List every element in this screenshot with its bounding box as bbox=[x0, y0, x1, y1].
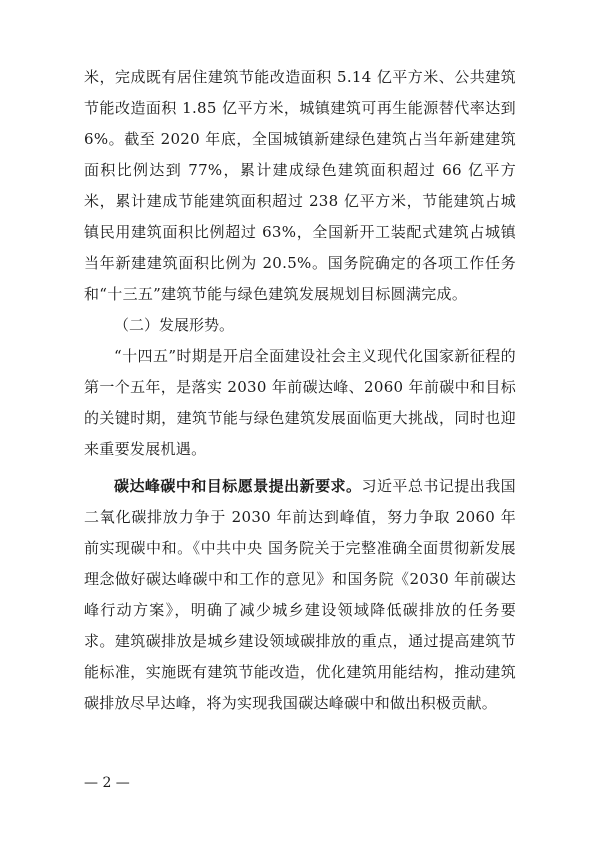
paragraph-situation: “十四五”时期是开启全面建设社会主义现代化国家新征程的第一个五年，是落实 2030 年前碳达峰、2060 年前碳中和目标的关键时期，建筑节能与绿色建筑发展面临更大挑战，同时也迎来重要发展机遇。 bbox=[84, 347, 516, 458]
paragraph-carbon-goals bbox=[84, 471, 516, 719]
document-body bbox=[84, 62, 516, 719]
paragraph-body: 习近平总书记提出我国二氧化碳排放力争于 2030 年前达到峰值，努力争取 2060 年前实现碳中和。《中共中央 国务院关于完整准确全面贯彻新发展理念做好碳达峰碳中和工作的意见》和国务院《2030 年前碳达峰行动方案》，明确了减少城乡建设领域降低碳排放的任务要求。建筑碳排放是城乡建设领域碳排放的重点，通过提高建筑节能标准，实施既有建筑节能改造，优化建筑用能结构，推动建筑碳排放尽早达峰，将为实现我国碳达峰碳中和做出积极贡献。 bbox=[84, 477, 516, 712]
paragraph-lead-bold: 碳达峰碳中和目标愿景提出新要求。 bbox=[114, 477, 362, 495]
paragraph-achievements: 米，完成既有居住建筑节能改造面积 5.14 亿平方米、公共建筑节能改造面积 1.85 亿平方米，城镇建筑可再生能源替代率达到 6%。截至 2020 年底，全国城镇新建绿色建筑占当年新建建筑面积比例达到 77%，累计建成绿色建筑面积超过 66 亿平方米，累计建成节能建筑面积超过 238 亿平方米，节能建筑占城镇民用建筑面积比例超过 63%，全国新开工装配式建筑占城镇当年新建建筑面积比例为 20.5%。国务院确定的各项工作任务和“十三五”建筑节能与绿色建筑发展规划目标圆满完成。 bbox=[84, 68, 516, 303]
section-heading-development-situation: （二）发展形势。 bbox=[114, 316, 235, 334]
page-number: — 2 — bbox=[84, 775, 130, 791]
